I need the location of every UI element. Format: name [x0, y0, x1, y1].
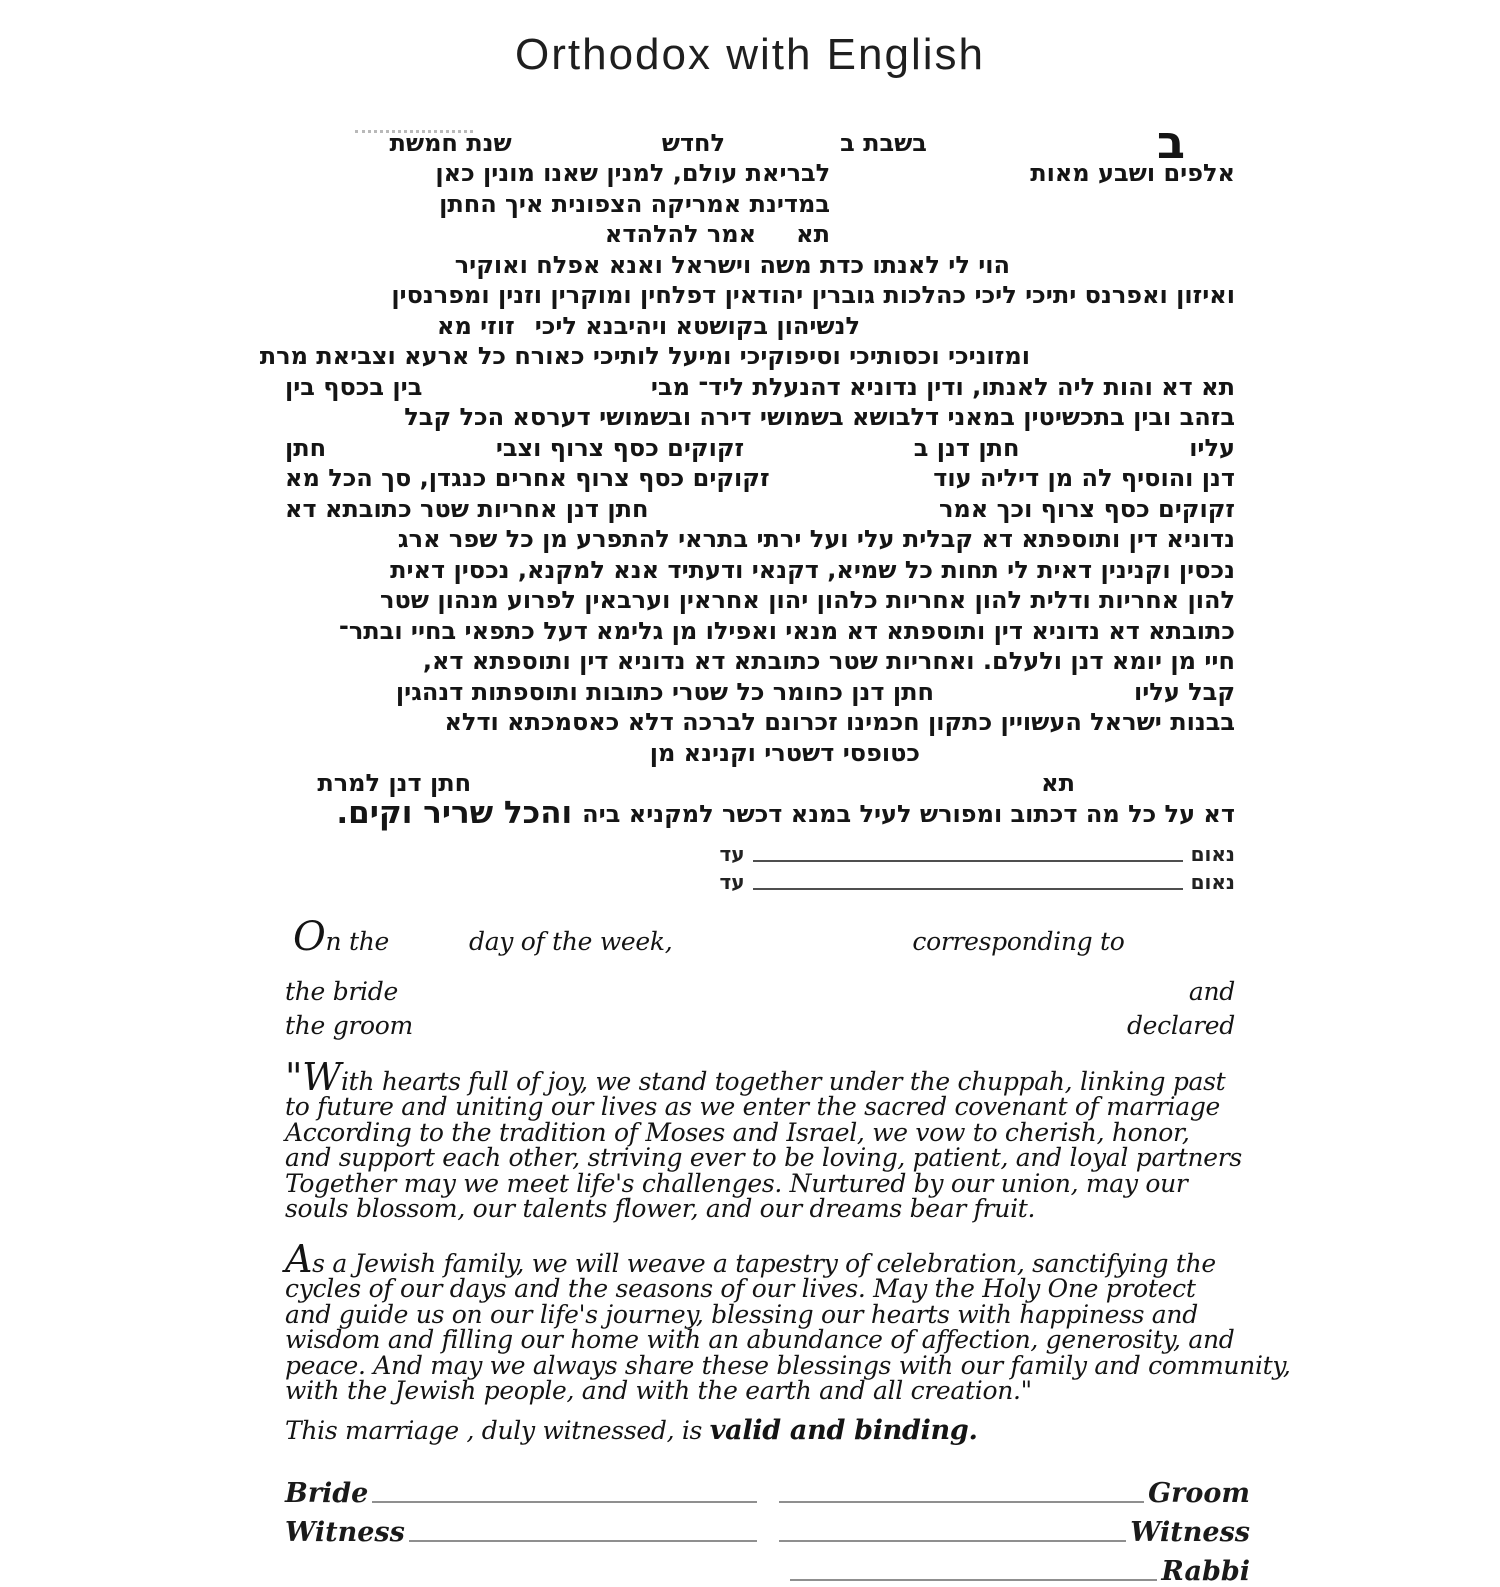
hebrew-text-segment: שנת חמשת: [389, 128, 512, 157]
english-text-line: and guide us on our life's journey, blessing our hearts with happiness and: [285, 1299, 1198, 1329]
hebrew-text-segment: תא: [1041, 769, 1075, 797]
english-text-segment: corresponding to: [912, 926, 1125, 956]
groom-label: Groom: [1148, 1477, 1250, 1509]
hebrew-text-line: [285, 736, 1235, 767]
hebrew-text-segment: חיי מן יומא דנן ולעלם. ואחריות שטר כתובתא דא נדוניא דין ותוספתא דא,: [422, 647, 1235, 675]
witness-attestation-row: [285, 866, 1235, 894]
dotted-guide-line: [355, 130, 473, 133]
english-text-line: peace. And may we always share these blessings with our family and community,: [285, 1350, 1291, 1380]
hebrew-text-line: [285, 157, 1235, 188]
english-text-line: souls blossom, our talents flower, and our dreams bear fruit.: [285, 1194, 1036, 1223]
closing-statement-text: This marriage , duly witnessed, is: [285, 1415, 703, 1445]
witness-attestation-row: [285, 838, 1235, 866]
hebrew-text-line: [285, 645, 1235, 676]
hebrew-text-segment: לבריאת עולם, למנין שאנו מונין כאן: [435, 159, 831, 187]
english-text-line: "With hearts full of joy, we stand together under the chuppah, linking past: [285, 1054, 1226, 1099]
hebrew-text-segment: ב: [1156, 114, 1185, 169]
english-paragraph-vows: [285, 1054, 1242, 1223]
groom-signature-cell: [779, 1478, 1251, 1509]
hebrew-text-segment: תא: [796, 220, 830, 248]
hebrew-text-line: [285, 248, 1235, 279]
hebrew-text-line: [285, 309, 1235, 340]
hebrew-text-segment: זקוקים כסף צרוף וצבי: [495, 433, 745, 462]
hebrew-text-segment: אלפים ושבע מאות: [1030, 159, 1235, 187]
hebrew-text-segment: בשבת ב: [840, 128, 927, 157]
witness-left-signature-cell: [285, 1517, 757, 1548]
english-text-line: cycles of our days and the seasons of our lives. May the Holy One protect: [285, 1274, 1196, 1303]
hebrew-text-segment: חתן דנן ב: [913, 433, 1020, 462]
ketubah-document: [259, 114, 1291, 1587]
hebrew-text-segment: להון אחריות ודלית להון אחריות כלהון יהון אחראין וערבאין לפרוע מנהון שטר: [380, 586, 1235, 614]
attestation-end-label: עד: [719, 841, 745, 866]
english-text-segment: On the: [293, 913, 389, 960]
english-text-segment: the groom: [285, 1010, 413, 1040]
groom-signature-line: [779, 1501, 1145, 1503]
hebrew-text-segment: חתן דנן כחומר כל שטרי כתובות ותוספתות דנהגין: [395, 677, 934, 706]
english-text-line: to future and uniting our lives as we enter the sacred covenant of marriage: [285, 1092, 1221, 1121]
hebrew-text-segment: במדינת אמריקה הצפונית איך החתן: [439, 189, 830, 218]
hebrew-text-segment: זקוקים כסף צרוף אחרים כנגדן, סך הכל מא: [285, 464, 770, 492]
hebrew-text-segment: זקוקים כסף צרוף וכך אמר: [938, 494, 1235, 523]
hebrew-text-segment: חתן דנן למרת: [317, 769, 472, 797]
hebrew-text-line: [285, 492, 1235, 523]
hebrew-text-segment: בבנות ישראל העשויין כתקון חכמינו זכרונם לברכה דלא כאסמכתא ודלא: [444, 708, 1235, 736]
hebrew-text-segment: דא על כל מה דכתוב ומפורש לעיל במנא דכשר למקניא ביה: [582, 799, 1235, 828]
rabbi-signature-line: [790, 1579, 1158, 1581]
english-text-line: Together may we meet life's challenges. Nurtured by our union, may our: [285, 1168, 1188, 1198]
english-paragraph-blessings: [285, 1236, 1291, 1405]
hebrew-text-line: [285, 553, 1235, 584]
attestation-start-label: נאום: [1190, 841, 1235, 866]
hebrew-text-segment: בין בכסף בין: [285, 372, 423, 401]
english-text-segment: and: [1188, 976, 1235, 1006]
signature-row-witnesses: [285, 1509, 1250, 1548]
signature-row-rabbi: [285, 1548, 1250, 1587]
english-opening-line: [285, 1006, 1235, 1040]
bride-signature-line: [372, 1501, 756, 1503]
hebrew-text-line: [285, 462, 1235, 493]
hebrew-text-line: [285, 584, 1235, 615]
hebrew-text-segment: נדוניא דין ותוספתא דא קבלית עלי ועל ירתי בתראי להתפרע מן כל שפר ארג: [397, 525, 1235, 553]
hebrew-text-segment: והכל שריר וקים.: [336, 794, 573, 831]
hebrew-text-segment: הוי לי לאנתו כדת משה וישראל ואנא אפלח ואוקיר: [454, 250, 1010, 279]
attestation-start-label: נאום: [1190, 869, 1235, 894]
english-text-line: According to the tradition of Moses and Israel, we vow to cherish, honor,: [285, 1117, 1190, 1147]
hebrew-text-segment: דנן והוסיף לה מן דיליה עוד: [933, 464, 1235, 492]
english-text-line: As a Jewish family, we will weave a tapestry of celebration, sanctifying the: [285, 1236, 1216, 1281]
hebrew-text-line: [285, 706, 1235, 737]
hebrew-text-segment: ואיזון ואפרנס יתיכי ליכי כהלכות גוברין יהודאין דפלחין ומוקרין וזנין ומפרנסין: [391, 281, 1235, 309]
hebrew-text-segment: תא דא והות ליה לאנתו, ודין נדוניא דהנעלת ליד־ מבי: [650, 372, 1235, 401]
closing-statement: [285, 1414, 1235, 1448]
bride-label: Bride: [285, 1477, 369, 1509]
witness-left-label: Witness: [285, 1516, 405, 1548]
hebrew-text-line: [285, 794, 1235, 831]
english-text-line: wisdom and filling our home with an abundance of affection, generosity, and: [285, 1325, 1235, 1354]
rabbi-label: Rabbi: [1161, 1555, 1250, 1587]
english-text-segment: the bride: [285, 976, 398, 1006]
hebrew-text-segment: נכסין וקנינין דאית לי תחות כל שמיא, דקנאי ודעתיד אנא למקנא, נכסין דאית: [390, 555, 1235, 584]
hebrew-attestation-block: [285, 838, 1235, 894]
hebrew-text-segment: כתובתא דא נדוניא דין ותוספתא דא מנאי ואפילו מן גלימא דעל כתפאי בחיי ובתר־: [338, 616, 1235, 645]
hebrew-text-line: [285, 279, 1235, 310]
signature-block: [285, 1470, 1250, 1587]
english-text-line: with the Jewish people, and with the earth and all creation.": [285, 1376, 1032, 1405]
witness-left-signature-line: [409, 1540, 757, 1542]
hebrew-text-line: [285, 431, 1235, 462]
attestation-end-label: עד: [719, 869, 745, 894]
hebrew-text-segment: זוזי מא: [436, 311, 515, 340]
hebrew-text-segment: קבל עליו: [1134, 677, 1235, 706]
closing-statement-emphasis: valid and binding.: [709, 1414, 978, 1446]
english-text-block: [285, 910, 1291, 1448]
rabbi-signature-cell: [790, 1556, 1251, 1587]
hebrew-text-segment: חתן דנן אחריות שטר כתובתא דא: [285, 494, 649, 523]
hebrew-text-line: [259, 340, 1235, 371]
hebrew-text-line: [285, 767, 1235, 798]
hebrew-text-segment: ומזוניכי וכסותיכי וסיפוקיכי ומיעל לותיכי כאורח כל ארעא וצביאת מרת: [259, 342, 1030, 370]
english-text-segment: day of the week,: [469, 926, 673, 956]
hebrew-text-block: [259, 114, 1235, 831]
english-opening-line: [285, 910, 1235, 960]
hebrew-text-line: [285, 401, 1235, 432]
hebrew-text-line: [285, 523, 1235, 554]
page-title: Orthodox with English: [515, 30, 985, 79]
hebrew-text-segment: כטופסי דשטרי וקנינא מן: [649, 738, 920, 767]
witness-right-signature-line: [779, 1540, 1127, 1542]
signature-row-bride-groom: [285, 1470, 1250, 1509]
hebrew-text-line: [285, 370, 1235, 401]
witness-right-label: Witness: [1130, 1516, 1250, 1548]
english-opening-lines: [285, 910, 1235, 1040]
witness-right-signature-cell: [779, 1517, 1251, 1548]
hebrew-text-segment: חתן: [285, 433, 327, 462]
hebrew-text-line: [285, 218, 1235, 249]
hebrew-text-line: [285, 614, 1235, 645]
english-opening-line: [285, 972, 1235, 1006]
hebrew-text-segment: לנשיהון בקושטא ויהיבנא ליכי: [534, 311, 860, 340]
hebrew-text-line: [285, 187, 1235, 218]
english-text-segment: declared: [1126, 1010, 1235, 1040]
bride-signature-cell: [285, 1478, 757, 1509]
hebrew-text-line: [285, 675, 1235, 706]
hebrew-text-segment: בזהב ובין בתכשיטין במאני דלבושא בשמושי דירה ובשמושי דערסא הכל קבל: [404, 403, 1235, 431]
english-text-line: and support each other, striving ever to be loving, patient, and loyal partners: [285, 1143, 1242, 1172]
hebrew-text-segment: לחדש: [661, 128, 726, 157]
hebrew-text-segment: עליו: [1189, 433, 1235, 462]
witness-signature-line: [753, 860, 1183, 862]
witness-signature-line: [753, 888, 1183, 890]
hebrew-text-segment: אמר להלהדא: [604, 220, 757, 248]
